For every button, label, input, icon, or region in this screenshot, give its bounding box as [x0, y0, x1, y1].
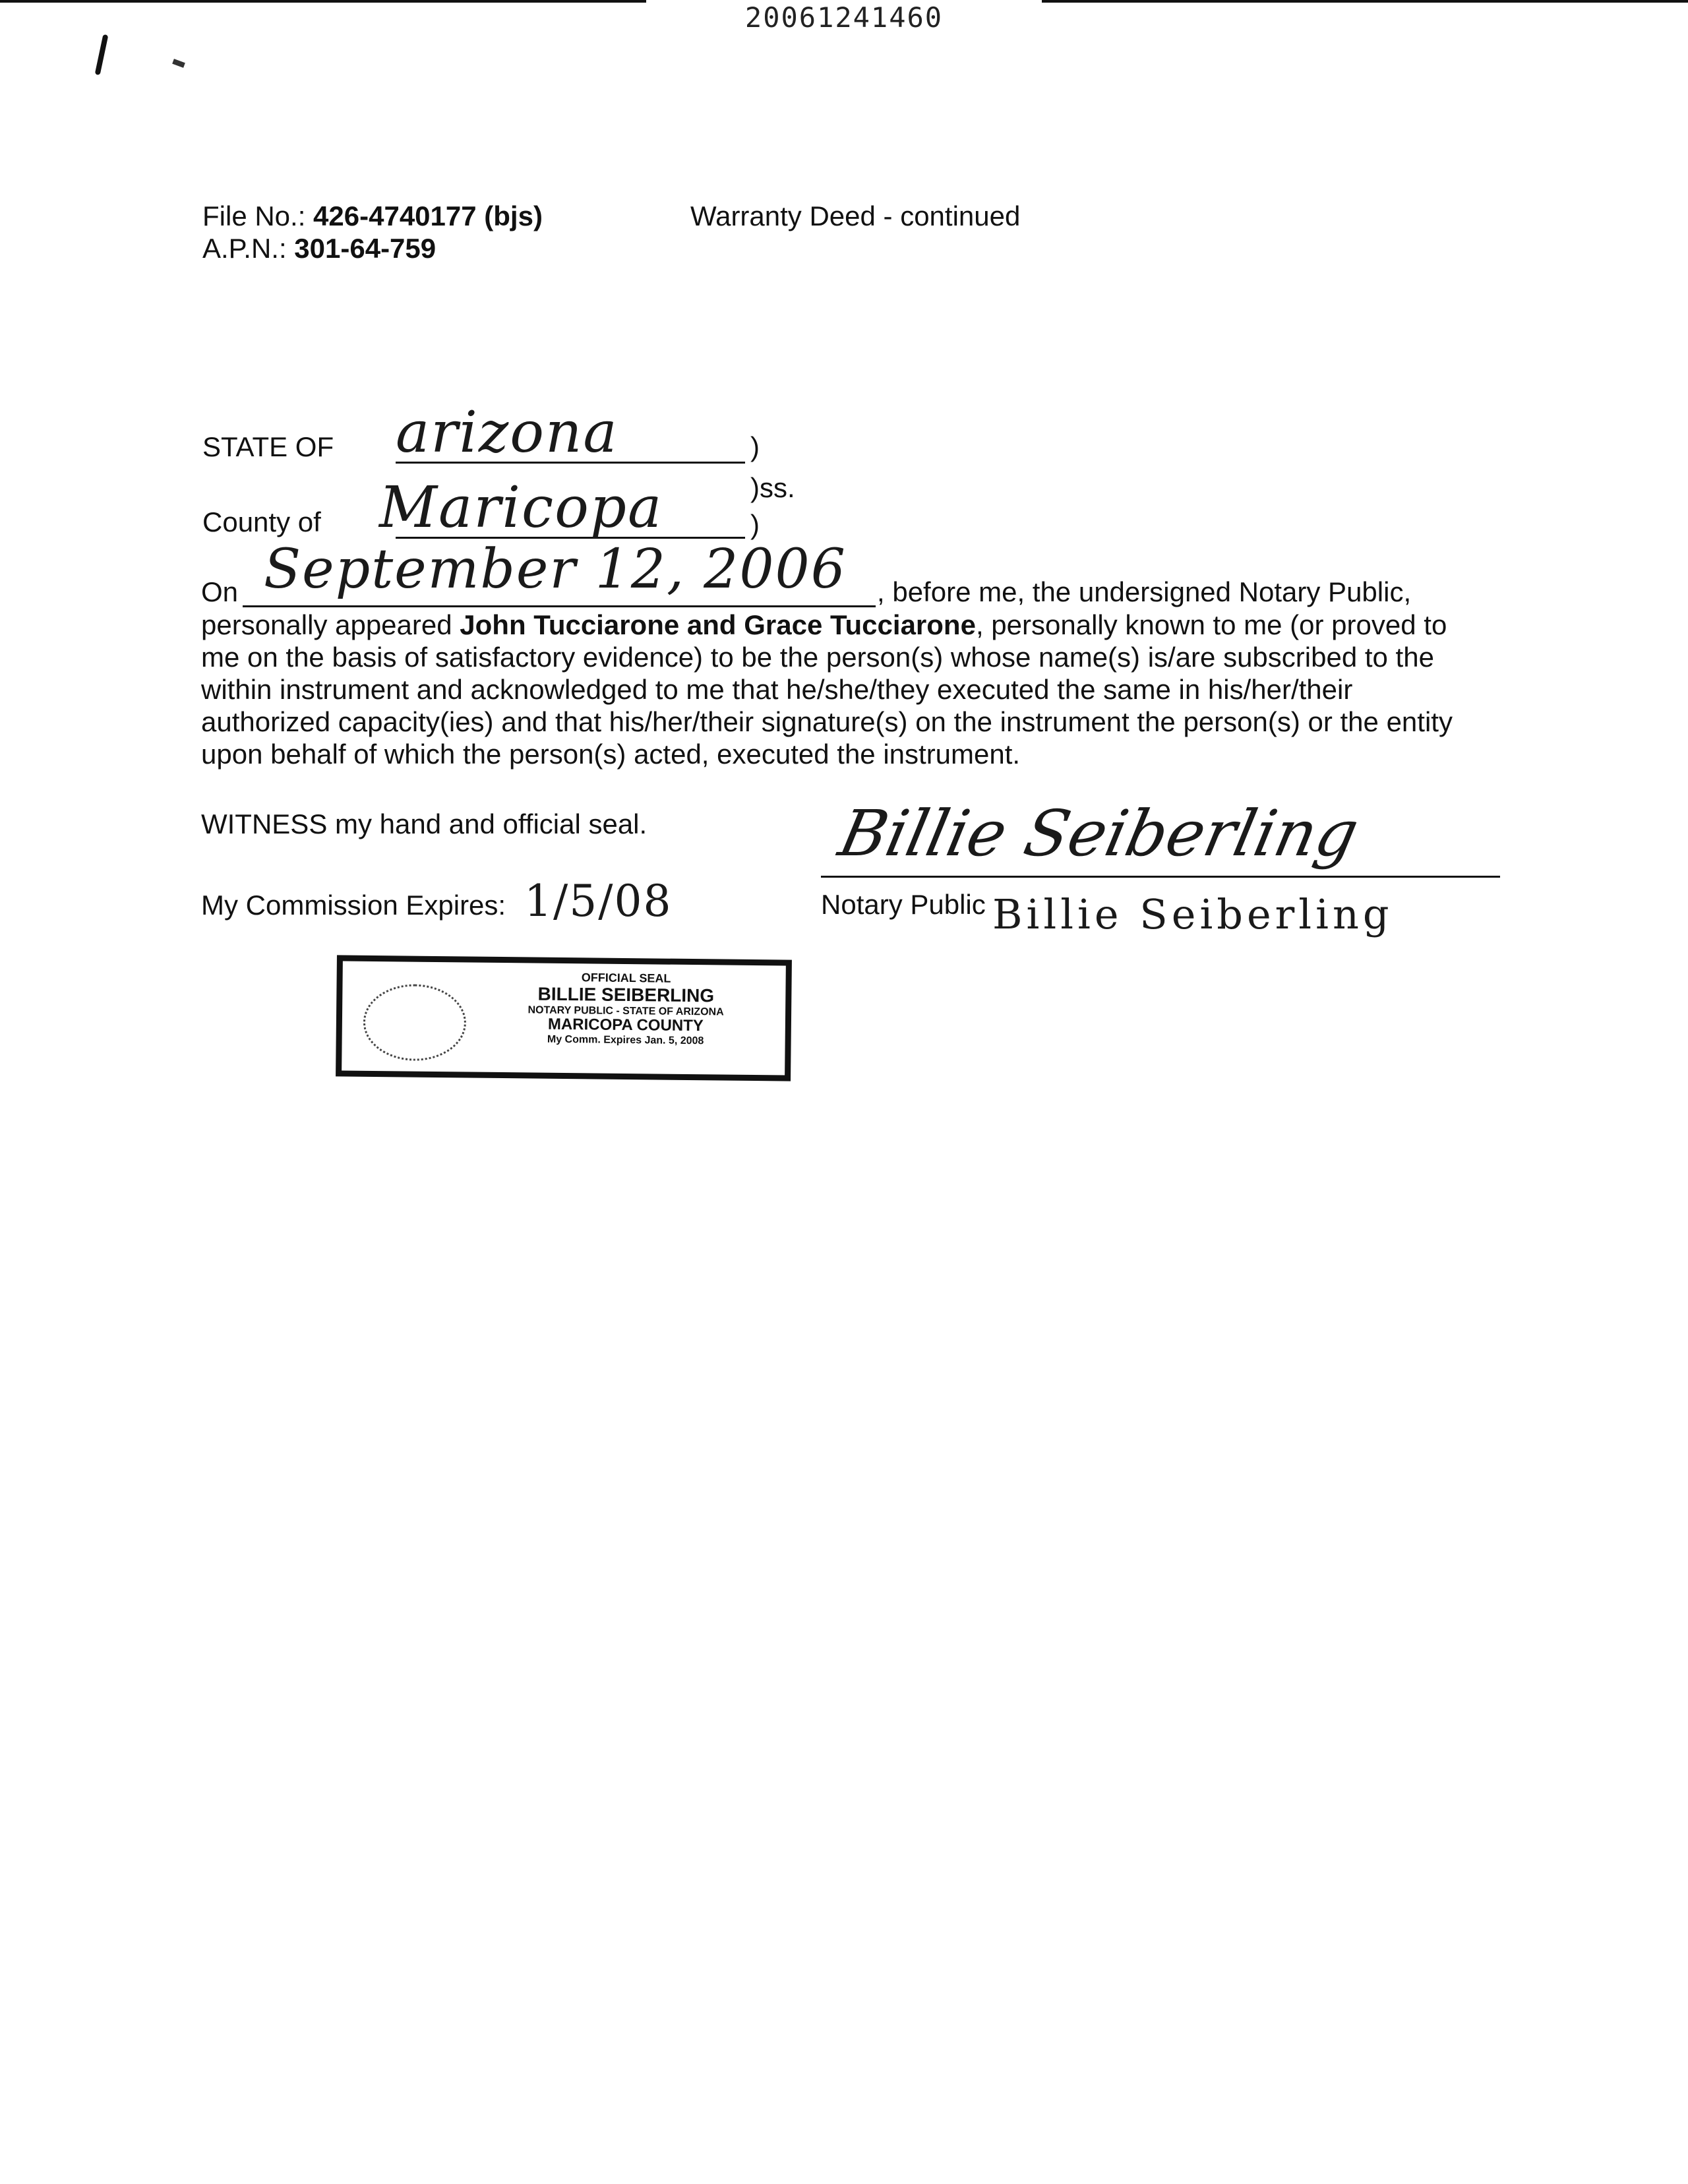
ack-line5: authorized capacity(ies) and that his/her/their signature(s) on the instrument the person(s) or the entity	[201, 706, 1453, 737]
notary-label: Notary Public	[821, 889, 986, 920]
file-number-line	[202, 200, 543, 233]
state-handwritten: arizona	[396, 400, 618, 466]
commission-handwritten: 1/5/08	[524, 876, 673, 926]
seal-line-3: NOTARY PUBLIC - STATE OF ARIZONA	[528, 1004, 724, 1018]
ack-line2-pre: personally appeared	[201, 609, 460, 640]
seal-line-1: OFFICIAL SEAL	[581, 971, 671, 985]
apn-label: A.P.N.:	[202, 233, 287, 264]
witness-text: WITNESS my hand and official seal.	[201, 808, 648, 839]
venue-paren-2: )	[750, 509, 760, 540]
ack-line4: within instrument and acknowledged to me that he/she/they executed the same in his/her/their	[201, 674, 1353, 705]
ack-line2-post: , personally known to me (or proved to	[975, 609, 1447, 640]
seal-line-4: MARICOPA COUNTY	[547, 1015, 704, 1035]
stray-mark-small	[172, 59, 185, 68]
seal-line-5: My Comm. Expires Jan. 5, 2008	[547, 1033, 704, 1046]
notary-printed-name: Billie Seiberling	[992, 890, 1393, 938]
apn-value: 301-64-759	[294, 233, 437, 264]
county-handwritten: Maricopa	[379, 475, 663, 541]
ack-line2	[201, 609, 1520, 641]
seal-emblem	[363, 984, 466, 1062]
date-handwritten: September 12, 2006	[264, 538, 847, 601]
ack-line3: me on the basis of satisfactory evidence) to be the person(s) whose name(s) is/are subscribed to the	[201, 642, 1434, 673]
document-title: Warranty Deed - continued	[690, 200, 1021, 231]
ack-line6: upon behalf of which the person(s) acted, executed the instrument.	[201, 739, 1021, 770]
date-underline	[243, 605, 876, 607]
on-label: On	[201, 576, 239, 607]
venue-ss: )ss.	[750, 472, 795, 503]
state-label: STATE OF	[202, 431, 334, 462]
commission-label: My Commission Expires:	[201, 890, 506, 921]
acknowledgment-paragraph	[201, 609, 1520, 770]
signer-names: John Tucciarone and Grace Tucciarone	[460, 609, 976, 640]
signature-line	[821, 876, 1500, 878]
notary-seal-stamp	[336, 955, 792, 1081]
file-value: 426-4740177 (bjs)	[313, 200, 543, 231]
ack-line1-rest: , before me, the undersigned Notary Public,	[877, 576, 1412, 607]
county-label: County of	[202, 506, 321, 537]
record-number: 20061241460	[744, 1, 944, 34]
stray-mark	[95, 34, 109, 75]
seal-line-2: BILLIE SEIBERLING	[537, 983, 715, 1006]
file-label: File No.:	[202, 200, 306, 231]
venue-paren-1: )	[750, 431, 760, 462]
notary-signature: Billie Seiberling	[833, 797, 1365, 870]
apn-line	[202, 232, 436, 265]
seal-text	[474, 968, 778, 1048]
